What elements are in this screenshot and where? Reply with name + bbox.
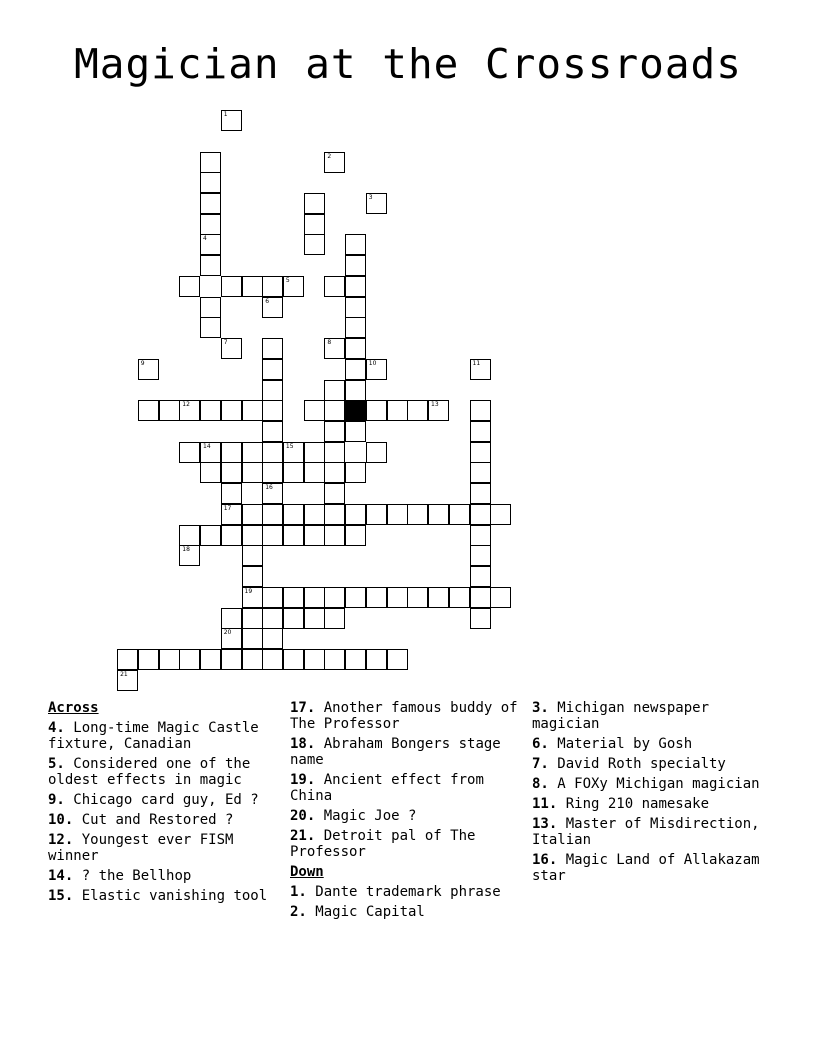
clue-text: A FOXy Michigan magician: [548, 776, 760, 792]
grid-cell[interactable]: [138, 649, 159, 670]
grid-cell[interactable]: [200, 297, 221, 318]
grid-cell[interactable]: [200, 649, 221, 670]
clue-item: [290, 828, 528, 860]
clue-number-label: 20: [223, 629, 232, 637]
grid-cell[interactable]: [304, 462, 325, 483]
grid-cell[interactable]: [221, 400, 242, 421]
grid-cell[interactable]: [324, 421, 345, 442]
grid-cell[interactable]: [283, 276, 304, 297]
clue-item: [48, 832, 284, 864]
grid-cell[interactable]: [470, 504, 491, 525]
clue-text: Detroit pal of The Professor: [290, 828, 476, 860]
clue-item: [290, 700, 528, 732]
grid-cell[interactable]: [366, 587, 387, 608]
clue-text: Cut and Restored ?: [73, 812, 234, 828]
grid-cell[interactable]: [200, 234, 221, 255]
grid-cell[interactable]: [221, 649, 242, 670]
clue-number-label: 8: [327, 339, 332, 346]
clue-number-label: 10: [368, 359, 377, 367]
grid-cell[interactable]: [221, 462, 242, 483]
down-clues-part-1: [290, 884, 528, 920]
across-heading: Across: [48, 700, 99, 716]
grid-cell[interactable]: [387, 504, 408, 525]
clue-text: Magic Joe ?: [315, 808, 417, 824]
clue-number: 17.: [290, 700, 316, 716]
grid-cell[interactable]: [242, 276, 263, 297]
clue-text: Abraham Bongers stage name: [290, 736, 501, 768]
grid-cell[interactable]: [221, 628, 242, 649]
grid-cell[interactable]: [179, 545, 200, 566]
grid-cell[interactable]: [366, 442, 387, 463]
grid-cell[interactable]: [345, 297, 366, 318]
grid-cell[interactable]: [262, 400, 283, 421]
clue-number-label: 5: [285, 276, 290, 284]
grid-cell[interactable]: [283, 462, 304, 483]
grid-block: [345, 400, 366, 421]
grid-cell[interactable]: [449, 587, 470, 608]
grid-cell[interactable]: [345, 421, 366, 442]
clue-item: [532, 796, 772, 812]
clue-number-label: 14: [203, 442, 211, 450]
clue-number: 8.: [532, 776, 549, 792]
clue-text: Ancient effect from China: [290, 772, 484, 804]
grid-cell[interactable]: [200, 317, 221, 338]
clue-text: Michigan newspaper magician: [532, 700, 710, 732]
grid-cell[interactable]: [283, 525, 304, 546]
grid-cell[interactable]: [262, 359, 283, 380]
clue-number-label: 11: [472, 359, 481, 367]
grid-cell[interactable]: [242, 628, 263, 649]
across-clues-part-1: [48, 720, 284, 904]
grid-cell[interactable]: [366, 649, 387, 670]
grid-cell[interactable]: [283, 442, 304, 463]
grid-cell[interactable]: [324, 587, 345, 608]
clue-number-label: 18: [182, 546, 190, 554]
grid-cell[interactable]: [470, 421, 491, 442]
grid-cell[interactable]: [242, 649, 263, 670]
grid-cell[interactable]: [242, 525, 263, 546]
grid-cell[interactable]: [304, 504, 325, 525]
clue-number: 12.: [48, 832, 74, 848]
grid-cell[interactable]: [345, 338, 366, 359]
grid-cell[interactable]: [262, 338, 283, 359]
clue-text: Long-time Magic Castle fixture, Canadian: [48, 720, 259, 752]
grid-cell[interactable]: [200, 152, 221, 173]
clue-number: 7.: [532, 756, 549, 772]
grid-cell[interactable]: [324, 380, 345, 401]
grid-cell[interactable]: [470, 400, 491, 421]
clue-item: [290, 904, 528, 920]
grid-cell[interactable]: [179, 525, 200, 546]
grid-cell[interactable]: [138, 359, 159, 380]
clue-number-label: 19: [244, 587, 253, 595]
clue-number: 15.: [48, 888, 74, 904]
clue-number-label: 6: [265, 297, 270, 305]
grid-cell[interactable]: [200, 400, 221, 421]
grid-cell[interactable]: [490, 587, 511, 608]
grid-cell[interactable]: [117, 670, 138, 691]
grid-cell[interactable]: [324, 462, 345, 483]
grid-cell[interactable]: [242, 566, 263, 587]
grid-cell[interactable]: [304, 525, 325, 546]
clue-item: [48, 868, 284, 884]
grid-cell[interactable]: [345, 649, 366, 670]
down-clues-part-2: [532, 700, 772, 884]
grid-cell[interactable]: [262, 649, 283, 670]
grid-cell[interactable]: [449, 504, 470, 525]
grid-cell[interactable]: [242, 608, 263, 629]
grid-cell[interactable]: [387, 649, 408, 670]
clue-number: 19.: [290, 772, 316, 788]
grid-cell[interactable]: [221, 608, 242, 629]
grid-cell[interactable]: [221, 442, 242, 463]
clue-item: [290, 808, 528, 824]
clue-item: [48, 812, 284, 828]
clue-number-label: 2: [327, 152, 332, 160]
clue-item: [48, 888, 284, 904]
grid-cell[interactable]: [304, 234, 325, 255]
grid-cell[interactable]: [324, 276, 345, 297]
clue-number: 4.: [48, 720, 65, 736]
grid-cell[interactable]: [324, 152, 345, 173]
puzzle-title: Magician at the Crossroads: [74, 40, 742, 88]
grid-cell[interactable]: [304, 400, 325, 421]
grid-cell[interactable]: [221, 110, 242, 131]
grid-cell[interactable]: [179, 400, 200, 421]
clue-number-label: 12: [182, 401, 190, 409]
grid-cell[interactable]: [221, 525, 242, 546]
clue-text: Elastic vanishing tool: [73, 888, 268, 904]
clue-text: Master of Misdirection, Italian: [532, 816, 760, 848]
grid-cell[interactable]: [366, 193, 387, 214]
grid-cell[interactable]: [470, 525, 491, 546]
clue-number: 5.: [48, 756, 65, 772]
clue-number: 10.: [48, 812, 74, 828]
clue-text: Chicago card guy, Ed ?: [64, 792, 259, 808]
clue-text: Ring 210 namesake: [557, 796, 710, 812]
clue-item: [532, 756, 772, 772]
grid-cell[interactable]: [304, 608, 325, 629]
grid-cell[interactable]: [366, 504, 387, 525]
clue-number-label: 4: [203, 235, 207, 243]
grid-cell[interactable]: [470, 442, 491, 463]
clue-item: [48, 756, 284, 788]
grid-cell[interactable]: [262, 608, 283, 629]
clue-item: [532, 776, 772, 792]
clue-text: Material by Gosh: [548, 736, 693, 752]
clue-number-label: 17: [223, 504, 232, 512]
grid-cell[interactable]: [221, 338, 242, 359]
grid-cell[interactable]: [242, 400, 263, 421]
clue-number-label: 13: [431, 401, 439, 409]
grid-cell[interactable]: [200, 525, 221, 546]
clue-number: 3.: [532, 700, 549, 716]
grid-cell[interactable]: [428, 504, 449, 525]
grid-cell[interactable]: [345, 255, 366, 276]
grid-cell[interactable]: [470, 566, 491, 587]
grid-cell[interactable]: [324, 525, 345, 546]
clues-column-2: [290, 700, 528, 924]
grid-cell[interactable]: [179, 442, 200, 463]
grid-cell[interactable]: [470, 608, 491, 629]
grid-cell[interactable]: [283, 608, 304, 629]
clues-column-1: [48, 700, 284, 908]
grid-cell[interactable]: [470, 359, 491, 380]
grid-cell[interactable]: [200, 255, 221, 276]
grid-cell[interactable]: [159, 649, 180, 670]
grid-cell[interactable]: [324, 400, 345, 421]
across-clues-part-2: [290, 700, 528, 860]
grid-cell[interactable]: [345, 462, 366, 483]
clue-number: 2.: [290, 904, 307, 920]
grid-cell[interactable]: [345, 587, 366, 608]
grid-cell[interactable]: [221, 276, 242, 297]
grid-cell[interactable]: [200, 193, 221, 214]
grid-cell[interactable]: [324, 608, 345, 629]
grid-cell[interactable]: [200, 214, 221, 235]
grid-cell[interactable]: [262, 504, 283, 525]
grid-cell[interactable]: [470, 462, 491, 483]
grid-cell[interactable]: [345, 380, 366, 401]
clue-number-label: 3: [368, 193, 373, 201]
clue-item: [532, 736, 772, 752]
grid-cell[interactable]: [242, 587, 263, 608]
grid-cell[interactable]: [345, 525, 366, 546]
grid-cell[interactable]: [304, 214, 325, 235]
grid-cell[interactable]: [262, 276, 283, 297]
clue-number: 14.: [48, 868, 74, 884]
grid-cell[interactable]: [387, 587, 408, 608]
grid-cell[interactable]: [324, 649, 345, 670]
clue-number: 20.: [290, 808, 316, 824]
clue-number: 13.: [532, 816, 558, 832]
grid-cell[interactable]: [304, 587, 325, 608]
clue-number: 21.: [290, 828, 316, 844]
grid-cell[interactable]: [262, 525, 283, 546]
grid-cell[interactable]: [262, 442, 283, 463]
clue-text: Considered one of the oldest effects in magic: [48, 756, 251, 788]
clue-item: [290, 736, 528, 768]
clue-text: Youngest ever FISM winner: [48, 832, 234, 864]
grid-cell[interactable]: [242, 442, 263, 463]
clue-number-label: 7: [223, 339, 228, 346]
grid-cell[interactable]: [345, 504, 366, 525]
grid-cell[interactable]: [470, 483, 491, 504]
clue-number: 16.: [532, 852, 558, 868]
grid-cell[interactable]: [324, 338, 345, 359]
clue-number-label: 15: [285, 442, 294, 450]
grid-cell[interactable]: [304, 442, 325, 463]
grid-cell[interactable]: [304, 193, 325, 214]
grid-cell[interactable]: [262, 587, 283, 608]
down-heading: Down: [290, 864, 324, 880]
clue-item: [48, 792, 284, 808]
grid-cell[interactable]: [221, 504, 242, 525]
grid-cell[interactable]: [262, 483, 283, 504]
grid-cell[interactable]: [242, 504, 263, 525]
grid-cell[interactable]: [200, 462, 221, 483]
grid-cell[interactable]: [345, 359, 366, 380]
clue-text: David Roth specialty: [548, 756, 726, 772]
clues-column-3: [532, 700, 772, 888]
grid-cell[interactable]: [242, 545, 263, 566]
clue-item: [290, 884, 528, 900]
grid-cell[interactable]: [262, 421, 283, 442]
grid-cell[interactable]: [407, 587, 428, 608]
clue-item: [48, 720, 284, 752]
grid-cell[interactable]: [324, 504, 345, 525]
clue-item: [532, 700, 772, 732]
clue-number-label: 1: [223, 111, 228, 118]
clue-number-label: 21: [120, 670, 128, 678]
grid-cell[interactable]: [324, 483, 345, 504]
grid-cell[interactable]: [345, 317, 366, 338]
grid-cell[interactable]: [262, 297, 283, 318]
grid-cell[interactable]: [262, 462, 283, 483]
clue-text: Dante trademark phrase: [306, 884, 501, 900]
clue-number: 9.: [48, 792, 65, 808]
clue-text: Magic Land of Allakazam star: [532, 852, 760, 884]
grid-cell[interactable]: [470, 545, 491, 566]
grid-cell[interactable]: [283, 504, 304, 525]
clue-number: 18.: [290, 736, 316, 752]
grid-cell[interactable]: [490, 504, 511, 525]
grid-cell[interactable]: [283, 649, 304, 670]
grid-cell[interactable]: [221, 483, 242, 504]
grid-cell[interactable]: [200, 442, 221, 463]
clue-item: [290, 772, 528, 804]
grid-cell[interactable]: [366, 400, 387, 421]
grid-cell[interactable]: [387, 400, 408, 421]
grid-cell[interactable]: [242, 462, 263, 483]
clue-text: ? the Bellhop: [73, 868, 192, 884]
grid-cell[interactable]: [366, 359, 387, 380]
grid-cell[interactable]: [159, 400, 180, 421]
clue-text: Another famous buddy of The Professor: [290, 700, 518, 732]
clue-item: [532, 816, 772, 848]
clue-number: 11.: [532, 796, 558, 812]
clue-text: Magic Capital: [306, 904, 425, 920]
grid-cell[interactable]: [407, 504, 428, 525]
grid-cell[interactable]: [179, 276, 200, 297]
grid-cell[interactable]: [179, 649, 200, 670]
grid-cell[interactable]: [428, 587, 449, 608]
grid-cell[interactable]: [283, 587, 304, 608]
grid-cell[interactable]: [345, 276, 366, 297]
grid-cell[interactable]: [324, 442, 345, 463]
grid-cell[interactable]: [304, 649, 325, 670]
clue-number-label: 16: [265, 484, 273, 492]
clue-number: 1.: [290, 884, 307, 900]
grid-cell[interactable]: [262, 628, 283, 649]
grid-cell[interactable]: [200, 172, 221, 193]
clue-item: [532, 852, 772, 884]
clue-number-label: 9: [140, 359, 145, 367]
clue-number: 6.: [532, 736, 549, 752]
grid-cell[interactable]: [262, 380, 283, 401]
grid-cell[interactable]: [407, 400, 428, 421]
grid-cell[interactable]: [117, 649, 138, 670]
grid-cell[interactable]: [470, 587, 491, 608]
grid-cell[interactable]: [138, 400, 159, 421]
grid-cell[interactable]: [428, 400, 449, 421]
grid-cell[interactable]: [345, 234, 366, 255]
